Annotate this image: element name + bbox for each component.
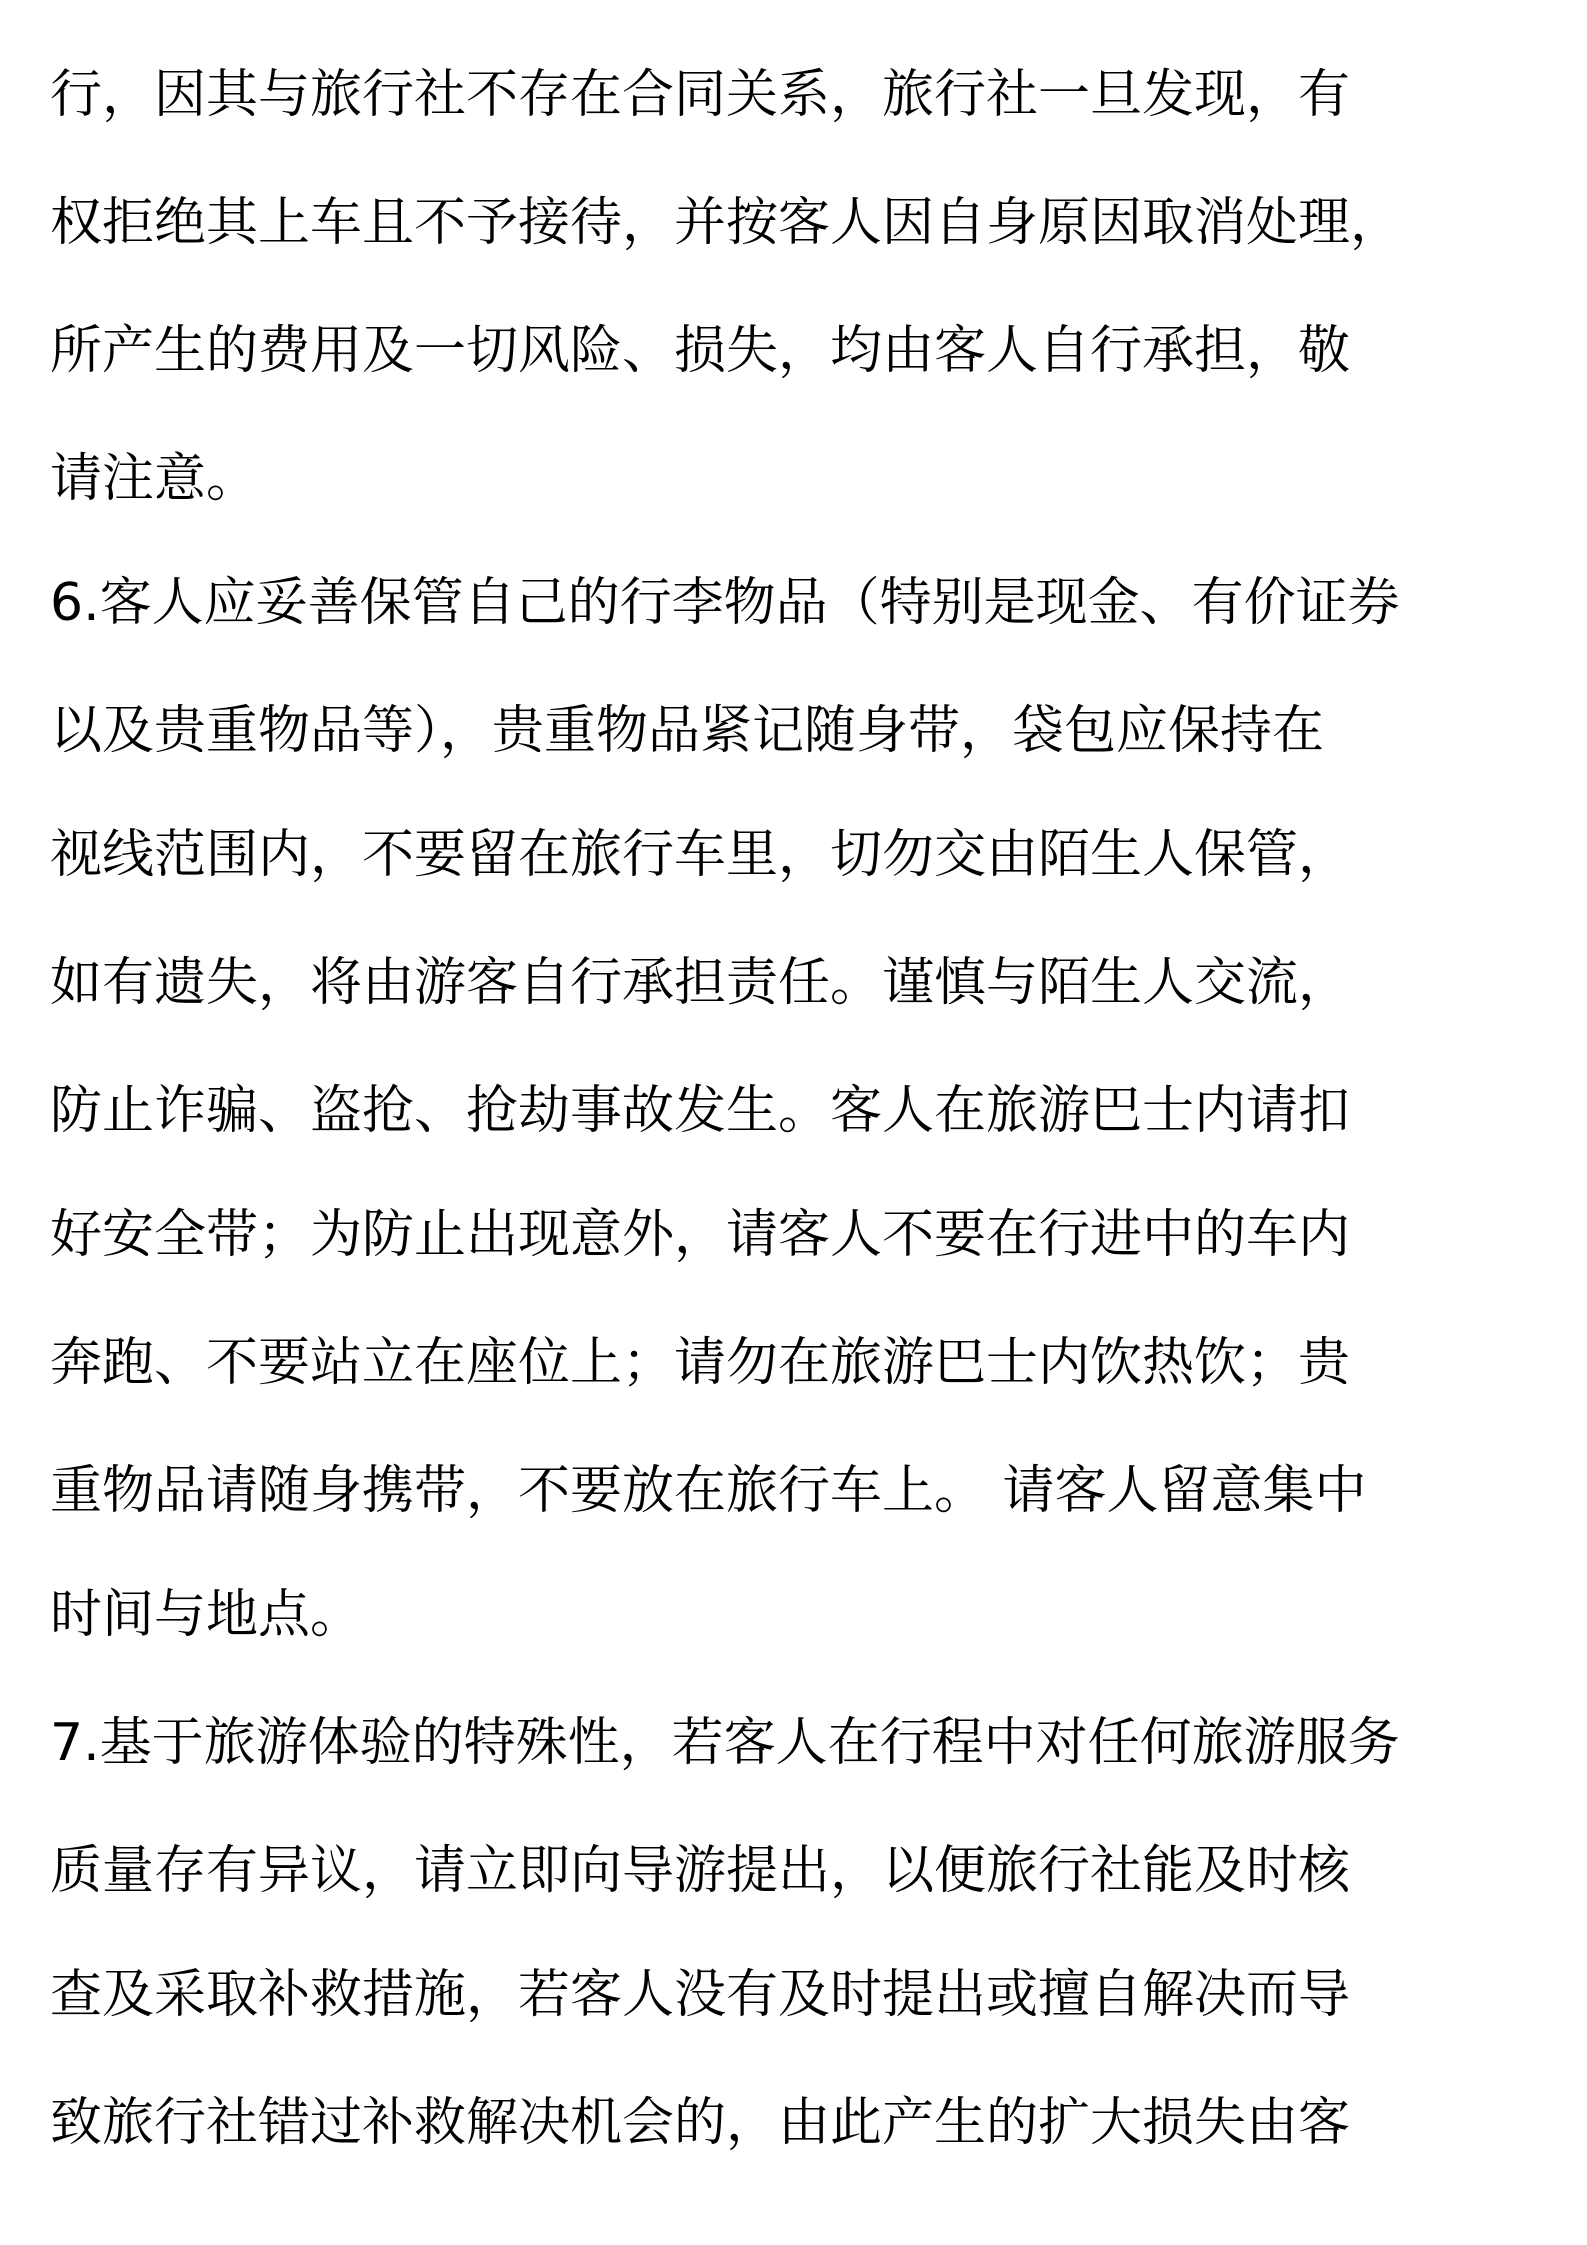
text-line: 6.客人应妥善保管自己的行李物品（特别是现金、有价证券: [50, 573, 1400, 633]
text-line: 时间与地点。: [50, 1585, 363, 1645]
text-line: 所产生的费用及一切风险、损失，均由客人自行承担，敬: [50, 321, 1351, 381]
text-line: 以及贵重物品等），贵重物品紧记随身带，袋包应保持在: [50, 701, 1325, 761]
text-line: 查及采取补救措施，若客人没有及时提出或擅自解决而导: [50, 1965, 1351, 2025]
text-line: 权拒绝其上车且不予接待，并按客人因自身原因取消处理，: [50, 193, 1403, 253]
text-line: 重物品请随身携带，不要放在旅行车上。 请客人留意集中: [50, 1461, 1367, 1521]
text-line: 视线范围内，不要留在旅行车里，切勿交由陌生人保管，: [50, 825, 1351, 885]
text-line: 行，因其与旅行社不存在合同关系，旅行社一旦发现，有: [50, 65, 1351, 125]
text-line: 致旅行社错过补救解决机会的，由此产生的扩大损失由客: [50, 2093, 1351, 2153]
text-line: 质量存有异议，请立即向导游提出，以便旅行社能及时核: [50, 1841, 1351, 1901]
text-line: 好安全带；为防止出现意外，请客人不要在行进中的车内: [50, 1205, 1351, 1265]
text-line: 如有遗失，将由游客自行承担责任。谨慎与陌生人交流，: [50, 953, 1351, 1013]
text-line: 7.基于旅游体验的特殊性，若客人在行程中对任何旅游服务: [50, 1713, 1400, 1773]
text-line: 奔跑、不要站立在座位上；请勿在旅游巴士内饮热饮；贵: [50, 1333, 1351, 1393]
text-line: 请注意。: [50, 449, 259, 509]
text-line: 防止诈骗、盗抢、抢劫事故发生。客人在旅游巴士内请扣: [50, 1081, 1351, 1141]
